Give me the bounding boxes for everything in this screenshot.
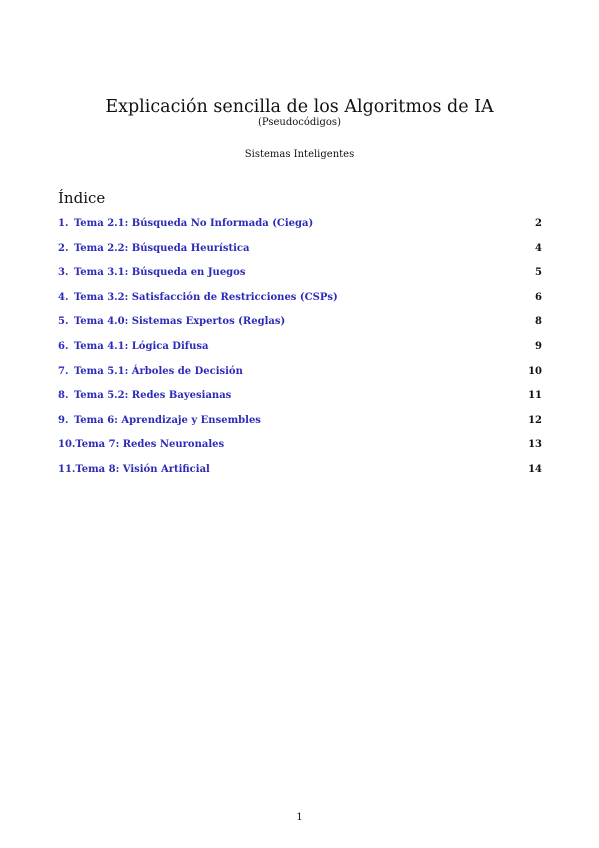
toc-entry-page: 5 <box>535 267 542 279</box>
toc-entry[interactable] <box>58 266 542 291</box>
toc-entry-page: 2 <box>535 218 542 229</box>
toc-entry[interactable] <box>58 242 542 267</box>
document-author: Sistemas Inteligentes <box>244 149 355 160</box>
toc-entry-number[interactable]: 8. <box>58 390 69 402</box>
toc-entry-link[interactable]: Tema 4.0: Sistemas Expertos (Reglas) <box>74 316 286 328</box>
toc-entry-page: 6 <box>535 291 542 303</box>
toc-entry-link[interactable]: Tema 4.1: Lógica Difusa <box>74 340 209 352</box>
toc-entry-number[interactable]: 9. <box>58 414 69 426</box>
toc-entry[interactable] <box>58 315 542 340</box>
toc-entry[interactable] <box>58 463 542 488</box>
toc-entry-link[interactable]: Tema 7: Redes Neuronales <box>75 439 225 451</box>
toc-entry-number[interactable]: 11. <box>58 463 76 475</box>
toc-entry-number[interactable]: 7. <box>58 365 69 377</box>
toc-entry-page: 11 <box>528 390 542 402</box>
toc-entry-link[interactable]: Tema 5.2: Redes Bayesianas <box>74 390 232 402</box>
toc-entry-number[interactable]: 2. <box>58 242 69 254</box>
toc-entry-number[interactable]: 4. <box>58 291 69 303</box>
toc-entry-link[interactable]: Tema 2.2: Búsqueda Heurística <box>74 242 250 254</box>
toc-entry[interactable] <box>58 365 542 390</box>
toc-entry-page: 14 <box>528 463 542 475</box>
toc-entry-page: 10 <box>528 365 542 377</box>
toc-entry-link[interactable]: Tema 3.1: Búsqueda en Juegos <box>74 267 246 279</box>
toc-entry[interactable] <box>58 438 542 463</box>
toc-entry[interactable] <box>58 217 542 242</box>
toc-entry-page: 12 <box>528 414 542 426</box>
toc-entry-number[interactable]: 6. <box>58 340 69 352</box>
toc-entry-number[interactable]: 1. <box>58 218 69 229</box>
page-number: 1 <box>296 812 303 823</box>
toc-entry-page: 4 <box>535 242 542 254</box>
toc-entry-number[interactable]: 3. <box>58 267 69 279</box>
toc-entry-link[interactable]: Tema 5.1: Árboles de Decisión <box>74 365 243 377</box>
toc-entry-page: 13 <box>528 439 542 451</box>
toc-entry-page: 8 <box>535 316 542 328</box>
table-of-contents <box>58 217 542 488</box>
toc-entry-link[interactable]: Tema 3.2: Satisfacción de Restricciones (CSPs) <box>74 291 338 303</box>
toc-entry-page: 9 <box>535 340 542 352</box>
document-subtitle: (Pseudocódigos) <box>258 117 341 128</box>
toc-entry[interactable] <box>58 414 542 439</box>
toc-entry-link[interactable]: Tema 6: Aprendizaje y Ensembles <box>74 414 261 426</box>
toc-entry-link[interactable]: Tema 2.1: Búsqueda No Informada (Ciega) <box>74 218 314 229</box>
toc-entry-number[interactable]: 5. <box>58 316 69 328</box>
document-title: Explicación sencilla de los Algoritmos de IA <box>105 97 494 117</box>
toc-heading: Índice <box>58 189 106 207</box>
toc-entry-number[interactable]: 10. <box>58 439 76 451</box>
toc-entry[interactable] <box>58 389 542 414</box>
toc-entry[interactable] <box>58 291 542 316</box>
toc-entry[interactable] <box>58 340 542 365</box>
toc-entry-link[interactable]: Tema 8: Visión Artificial <box>75 463 210 475</box>
